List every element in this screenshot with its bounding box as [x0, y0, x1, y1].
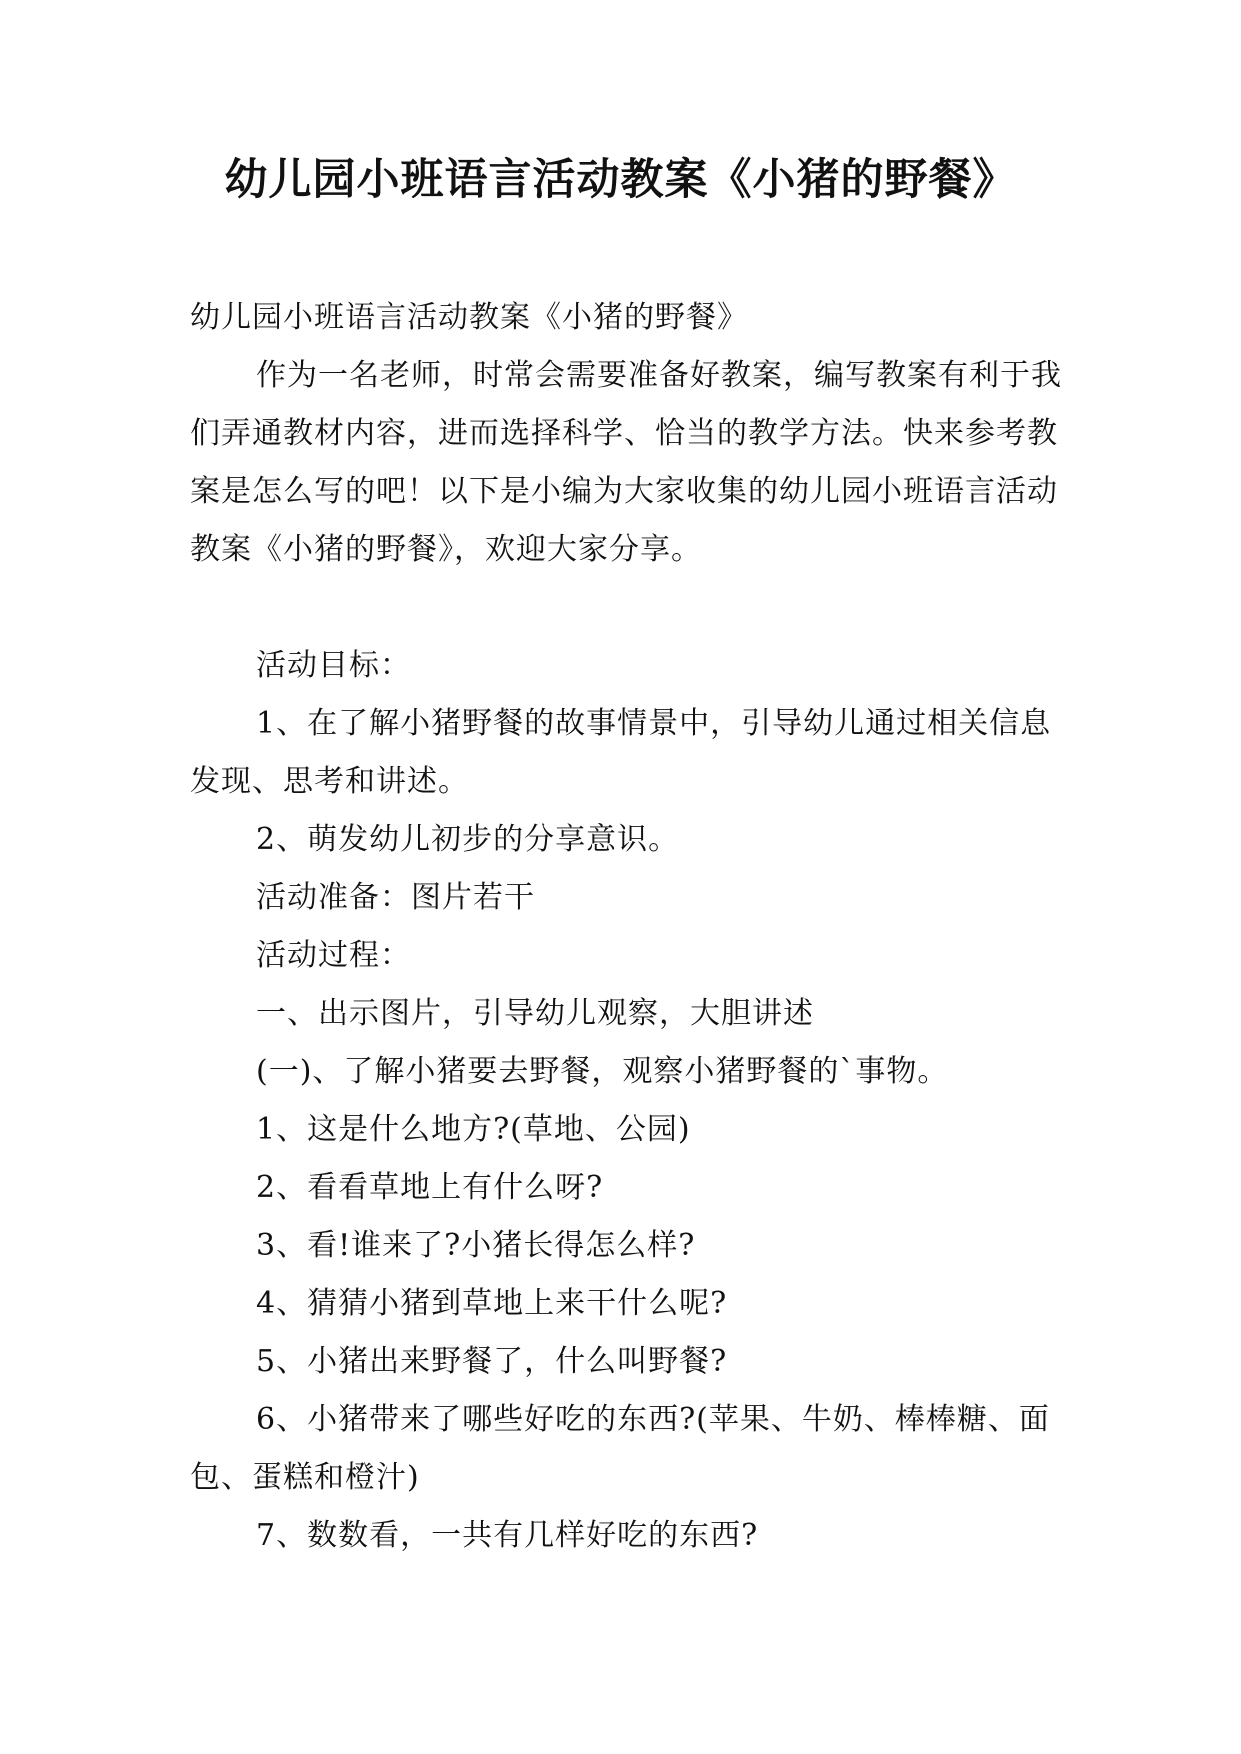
- document-title: 幼儿园小班语言活动教案《小猪的野餐》: [224, 155, 1017, 205]
- question-item-3: 3、看!谁来了?小猪长得怎么样?: [256, 1228, 696, 1263]
- process-heading: 活动过程：: [256, 938, 411, 973]
- question-item-1: 1、这是什么地方?(草地、公园): [256, 1112, 691, 1147]
- goal-item-2: 2、萌发幼儿初步的分享意识。: [256, 822, 680, 857]
- preparation-line: 活动准备：图片若干: [256, 880, 535, 915]
- paragraph-spacer: [190, 579, 1070, 637]
- goals-heading: 活动目标：: [256, 648, 411, 683]
- goal-item-1: 1、在了解小猪野餐的故事情景中，引导幼儿通过相关信息发现、思考和讲述。: [190, 706, 1052, 799]
- section-heading-1: 一、出示图片，引导幼儿观察，大胆讲述: [256, 996, 814, 1031]
- question-item-5: 5、小猪出来野餐了，什么叫野餐?: [256, 1344, 728, 1379]
- question-item-7: 7、数数看，一共有几样好吃的东西?: [256, 1518, 759, 1553]
- question-item-2: 2、看看草地上有什么呀?: [256, 1170, 604, 1205]
- subtitle-line: 幼儿园小班语言活动教案《小猪的野餐》: [190, 300, 748, 335]
- question-item-6: 6、小猪带来了哪些好吃的东西?(苹果、牛奶、棒棒糖、面包、蛋糕和橙汁): [190, 1402, 1050, 1495]
- subsection-heading-1: (一)、了解小猪要去野餐，观察小猪野餐的`事物。: [256, 1054, 949, 1089]
- question-item-4: 4、猜猜小猪到草地上来干什么呢?: [256, 1286, 728, 1321]
- document-body: [190, 289, 1070, 1565]
- intro-paragraph: 作为一名老师，时常会需要准备好教案，编写教案有利于我们弄通教材内容，进而选择科学、恰当的教学方法。快来参考教案是怎么写的吧！以下是小编为大家收集的幼儿园小班语言活动教案《小猪的野餐》，欢迎大家分享。: [190, 358, 1062, 567]
